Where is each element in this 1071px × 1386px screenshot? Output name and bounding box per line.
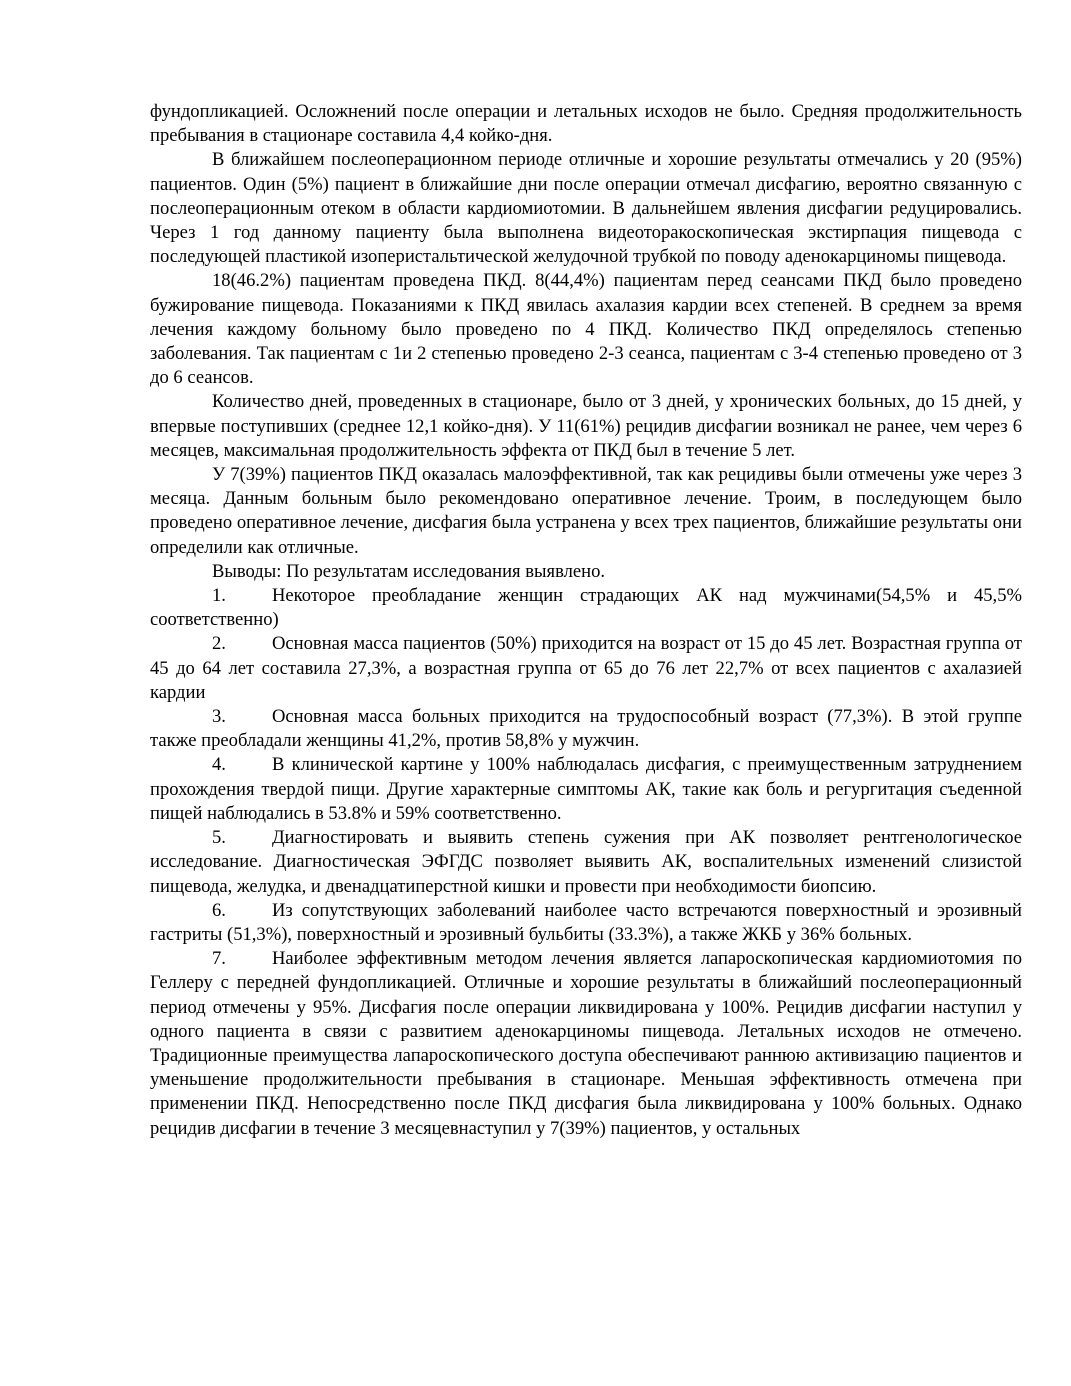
conclusion-text: В клинической картине у 100% наблюдалась дисфагия, с преимущественным затруднением прохождения твердой пищи. Другие характерные симптомы АК, такие как боль и регургитация съеденной пищей наблюдались в 53.8% и 59% соответственно. (150, 754, 1022, 824)
conclusion-item-5 (150, 826, 1022, 899)
document-page (150, 100, 1022, 1141)
conclusion-text: Основная масса пациентов (50%) приходится на возраст от 15 до 45 лет. Возрастная группа от 45 до 64 лет составила 27,3%, а возрастная группа от 65 до 76 лет 22,7% от всех пациентов с ахалазией кардии (150, 633, 1022, 703)
conclusion-text: Основная масса больных приходится на трудоспособный возраст (77,3%). В этой группе также преобладали женщины 41,2%, против 58,8% у мужчин. (150, 706, 1022, 752)
conclusion-number: 4. (212, 754, 226, 776)
conclusion-item-7 (150, 947, 1022, 1141)
conclusion-number: 7. (212, 948, 226, 970)
conclusion-number: 5. (212, 827, 226, 849)
conclusion-number: 6. (212, 899, 226, 921)
conclusions-heading: Выводы: По результатам исследования выявлено. (212, 560, 606, 582)
conclusion-item-4 (150, 753, 1022, 826)
conclusion-text: Из сопутствующих заболеваний наиболее часто встречаются поверхностный и эрозивный гастриты (51,3%), поверхностный и эрозивный бульбиты (33.3%), а также ЖКБ у 36% больных. (150, 899, 1022, 945)
paragraph-pkd-ineffective: У 7(39%) пациентов ПКД оказалась малоэффективной, так как рецидивы были отмечены уже через 3 месяца. Данным больным было рекомендовано оперативное лечение. Троим, в последующем было проведено оперативное лечение, дисфагия была устранена у всех трех пациентов, ближайшие результаты они определили как отличные. (150, 464, 1022, 558)
conclusion-item-1 (150, 584, 1022, 632)
conclusion-text: Наиболее эффективным методом лечения является лапароскопическая кардиомиотомия по Геллеру с передней фундопликацией. Отличные и хорошие результаты в ближайший послеоперационный период отмечены у 95%. Дисфагия после операции ликвидирована у 100%. Рецидив дисфагии наступил у одного пациента в связи с развитием аденокарциномы пищевода. Летальных исходов не отмечено. Традиционные преимущества лапароскопического доступа обеспечивают раннюю активизацию пациентов и уменьшение продолжительности пребывания в стационаре. Меньшая эффективность отмечена при применении ПКД. Непосредственно после ПКД дисфагия была ликвидирована у 100% больных. Однако рецидив дисфагии в течение 3 месяцевнаступил у 7(39%) пациентов, у остальных (150, 948, 1022, 1139)
conclusion-item-3 (150, 705, 1022, 753)
conclusion-text: Некоторое преобладание женщин страдающих АК над мужчинами(54,5% и 45,5% соответственно) (150, 585, 1022, 631)
paragraph-hospital-days: Количество дней, проведенных в стационаре, было от 3 дней, у хронических больных, до 15 дней, у впервые поступивших (среднее 12,1 койко-дня). У 11(61%) рецидив дисфагии возникал не ранее, чем через 6 месяцев, максимальная продолжительность эффекта от ПКД был в течение 5 лет. (150, 391, 1022, 461)
paragraph-continuation: фундопликацией. Осложнений после операции и летальных исходов не было. Средняя продолжительность пребывания в стационаре составила 4,4 койко-дня. (150, 101, 1022, 147)
paragraph-postop-results: В ближайшем послеоперационном периоде отличные и хорошие результаты отмечались у 20 (95%) пациентов. Один (5%) пациент в ближайшие дни после операции отмечал дисфагию, вероятно связанную с послеоперационным отеком в области кардиомиотомии. В дальнейшем явления дисфагии редуцировались. Через 1 год данному пациенту была выполнена видеоторакоскопическая экстирпация пищевода с последующей пластикой изоперистальтической желудочной трубкой по поводу аденокарциномы пищевода. (150, 149, 1022, 268)
conclusion-item-6 (150, 899, 1022, 947)
conclusion-text: Диагностировать и выявить степень сужения при АК позволяет рентгенологическое исследование. Диагностическая ЭФГДС позволяет выявить АК, воспалительных изменений слизистой пищевода, желудка, и двенадцатиперстной кишки и провести при необходимости биопсию. (150, 827, 1022, 897)
paragraph-pkd: 18(46.2%) пациентам проведена ПКД. 8(44,4%) пациентам перед сеансами ПКД было проведено бужирование пищевода. Показаниями к ПКД явилась ахалазия кардии всех степеней. В среднем за время лечения каждому больному было проведено по 4 ПКД. Количество ПКД определялось степенью заболевания. Так пациентам с 1и 2 степенью проведено 2-3 сеанса, пациентам с 3-4 степенью проведено от 3 до 6 сеансов. (150, 270, 1022, 389)
conclusion-number: 2. (212, 633, 226, 655)
conclusion-item-2 (150, 632, 1022, 705)
conclusion-number: 3. (212, 706, 226, 728)
conclusion-number: 1. (212, 585, 226, 607)
